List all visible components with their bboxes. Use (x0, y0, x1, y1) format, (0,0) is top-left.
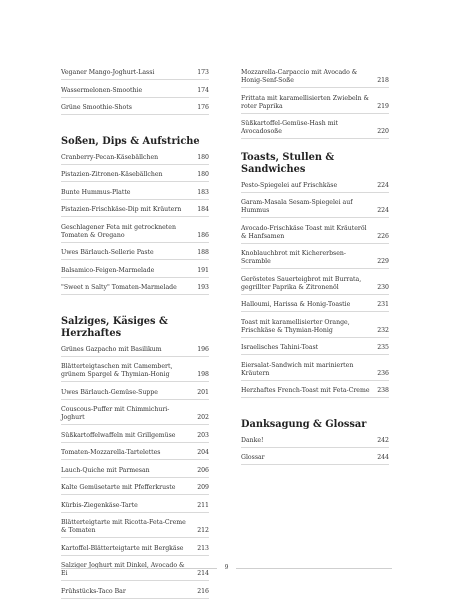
toc-entry-page: 236 (377, 369, 389, 377)
toc-entry[interactable] (241, 69, 389, 88)
toc-entry-page: 218 (377, 77, 389, 84)
toc-entry-title: Glossar (241, 454, 265, 461)
toc-entry-page: 226 (377, 232, 389, 240)
toc-entry[interactable] (61, 189, 209, 200)
toc-entry[interactable] (61, 346, 209, 357)
toc-entry-page: 244 (377, 454, 389, 461)
toc-entry-page: 231 (377, 301, 389, 308)
toc-entry-title: Uwes Bärlauch-Sellerie Paste (61, 249, 154, 256)
toc-entry-title: Pistazien-Zitronen-Käsebällchen (61, 171, 163, 178)
toc-entry-title: Salziger Joghurt mit Dinkel, Avocado & Ei (61, 562, 185, 577)
section-title: Salziges, Käsiges & Herzhaftes (61, 315, 168, 339)
toc-entry-title: Pesto-Spiegelei auf Frischkäse (241, 181, 338, 189)
toc-entry[interactable] (61, 154, 209, 165)
toc-entry[interactable] (61, 406, 209, 425)
toc-entry[interactable] (61, 171, 209, 182)
toc-entry-title: Garam-Masala Sesam-Spiegelei auf Hummus (241, 199, 353, 214)
toc-entry-title: Blätterteigtaschen mit Camembert, grünem Spargel & Thymian-Honig (61, 363, 173, 378)
toc-entry[interactable] (241, 454, 389, 465)
toc-entry-page: 176 (197, 104, 209, 111)
toc-entry-page: 183 (197, 188, 209, 196)
toc-entry[interactable] (241, 182, 389, 193)
toc-entry[interactable] (241, 362, 389, 381)
toc-entry[interactable] (241, 225, 389, 244)
toc-entry-title: Uwes Bärlauch-Gemüse-Suppe (61, 388, 158, 396)
toc-entry[interactable] (241, 250, 389, 269)
toc-entry-page: 174 (197, 86, 209, 94)
toc-entry[interactable] (241, 276, 389, 295)
section-sauces (61, 136, 209, 296)
toc-entry-page: 180 (197, 171, 209, 178)
toc-entry[interactable] (61, 267, 209, 278)
toc-entry-page: 238 (377, 387, 389, 394)
toc-entry-page: 224 (377, 207, 389, 214)
toc-entry[interactable] (61, 562, 209, 581)
section-title: Toasts, Stullen & Sandwiches (241, 151, 335, 175)
toc-entry-title: Süßkartoffelwaffeln mit Grillgemüse (61, 431, 176, 439)
toc-entry[interactable] (241, 120, 389, 139)
section-title: Danksagung & Glossar (241, 418, 367, 430)
toc-entry[interactable] (61, 363, 209, 382)
toc-entry-page: 229 (377, 258, 389, 265)
toc-entry-title: Eiersalat-Sandwich mit marinierten Kräutern (241, 361, 354, 377)
toc-entry-page: 191 (197, 266, 209, 274)
toc-entry-page: 220 (377, 128, 389, 135)
toc-entry-title: Grüne Smoothie-Shots (61, 104, 132, 111)
toc-entry-title: Israelisches Tahini-Toast (241, 344, 319, 351)
toc-entry-title: Geröstetes Sauerteigbrot mit Burrata, gegrillter Paprika & Zitronenöl (241, 275, 362, 291)
section-entries (241, 437, 389, 466)
toc-entry-title: Balsamico-Feigen-Marmelade (61, 266, 155, 274)
toc-entry-title: Pistazien-Frischkäse-Dip mit Kräutern (61, 206, 182, 213)
section-entries (241, 182, 389, 399)
toc-entry-title: Kartoffel-Blätterteigtarte mit Bergkäse (61, 544, 184, 552)
toc-entry-page: 213 (197, 544, 209, 552)
toc-entry-title: Halloumi, Harissa & Honig-Toastie (241, 301, 351, 308)
toc-entry-title: Grünes Gazpacho mit Basilikum (61, 345, 162, 353)
toc-entry[interactable] (61, 69, 209, 80)
footer-divider-right (236, 568, 392, 569)
toc-entry-page: 193 (197, 284, 209, 291)
toc-entry-page: 216 (197, 587, 209, 595)
toc-entry-title: Tomaten-Mozzarella-Tartelettes (61, 449, 161, 456)
toc-entry[interactable] (61, 104, 209, 115)
toc-entry-page: 211 (197, 501, 209, 509)
toc-entry-title: Lauch-Quiche mit Parmesan (61, 466, 150, 474)
toc-entry-page: 212 (197, 527, 209, 534)
toc-entry-title: "Sweet n Salty" Tomaten-Marmelade (61, 284, 177, 291)
toc-entry-title: Frühstücks-Taco Bar (61, 587, 126, 595)
footer-divider-left (61, 568, 217, 569)
toc-entry[interactable] (61, 206, 209, 217)
toc-entry-title: Couscous-Puffer mit Chimmichuri-Joghurt (61, 406, 170, 421)
toc-entry[interactable] (61, 224, 209, 243)
toc-entry[interactable] (241, 344, 389, 355)
toc-entry-title: Knoblauchbrot mit Kichererbsen-Scramble (241, 250, 346, 265)
toc-entry-page: 173 (197, 69, 209, 76)
toc-entry-page: 198 (197, 371, 209, 378)
toc-entry-title: Blätterteigtarte mit Ricotta-Feta-Creme & Tomaten (61, 519, 186, 534)
toc-entry[interactable] (61, 432, 209, 443)
toc-entry-page: 188 (197, 249, 209, 256)
right-column (241, 69, 389, 472)
toc-entry-title: Wassermelonen-Smoothie (61, 86, 143, 94)
toc-entry[interactable] (61, 484, 209, 495)
toc-entry-title: Cranberry-Pecan-Käsebällchen (61, 153, 159, 161)
toc-entry-title: Mozzarella-Carpaccio mit Avocado & Honig-Senf-Soße (241, 69, 358, 84)
toc-entry[interactable] (241, 319, 389, 338)
toc-entry-page: 184 (197, 206, 209, 213)
page-number: 9 (224, 564, 229, 571)
toc-entry-title: Bunte Hummus-Platte (61, 188, 131, 196)
toc-entry-page: 214 (197, 570, 209, 577)
section-savory (61, 316, 209, 599)
toc-entry-page: 242 (377, 436, 389, 444)
toc-entry[interactable] (61, 389, 209, 400)
toc-entry-page: 206 (197, 466, 209, 474)
left-top-entries (61, 69, 209, 115)
toc-entry-page: 219 (377, 102, 389, 110)
section-title: Soßen, Dips & Aufstriche (61, 135, 200, 147)
toc-entry-page: 201 (197, 388, 209, 396)
toc-entry[interactable] (241, 301, 389, 312)
toc-entry[interactable] (241, 199, 389, 218)
toc-entry-title: Kürbis-Ziegenkäse-Tarte (61, 501, 138, 509)
toc-entry-page: 180 (197, 153, 209, 161)
toc-entry[interactable] (61, 545, 209, 556)
toc-entry-page: 202 (197, 414, 209, 421)
toc-entry[interactable] (241, 437, 389, 448)
toc-entry-title: Frittata mit karamellisierten Zwiebeln & roter Paprika (241, 94, 370, 110)
toc-entry-title: Avocado-Frischkäse Toast mit Kräuteröl & Hanfsamen (241, 224, 367, 240)
toc-entry-title: Kalte Gemüsetarte mit Pfefferkruste (61, 484, 176, 491)
toc-entry-page: 224 (377, 181, 389, 189)
toc-entry[interactable] (61, 87, 209, 98)
toc-entry-title: Herzhaftes French-Toast mit Feta-Creme (241, 387, 370, 394)
toc-entry-title: Süßkartoffel-Gemüse-Hash mit Avocadosoße (241, 120, 339, 135)
toc-entry-page: 230 (377, 283, 389, 291)
toc-entry-page: 186 (197, 231, 209, 239)
section-toasts (241, 152, 389, 399)
section-entries (61, 154, 209, 296)
toc-entry-title: Geschlagener Feta mit getrockneten Tomaten & Oregano (61, 223, 176, 239)
toc-entry-page: 232 (377, 326, 389, 334)
section-thanks (241, 419, 389, 466)
left-column (61, 69, 209, 605)
right-top-entries (241, 69, 389, 139)
toc-entry[interactable] (241, 95, 389, 114)
toc-entry[interactable] (61, 284, 209, 295)
toc-entry[interactable] (61, 467, 209, 478)
toc-entry[interactable] (241, 387, 389, 398)
section-entries (61, 346, 209, 599)
toc-entry-page: 204 (197, 449, 209, 456)
toc-entry[interactable] (61, 449, 209, 460)
toc-entry-page: 209 (197, 484, 209, 491)
toc-entry-title: Toast mit karamellisierter Orange, Frischkäse & Thymian-Honig (241, 318, 350, 334)
toc-entry[interactable] (61, 588, 209, 599)
toc-entry-page: 203 (197, 431, 209, 439)
toc-entry-page: 235 (377, 344, 389, 351)
toc-entry[interactable] (61, 519, 209, 538)
toc-entry-title: Veganer Mango-Joghurt-Lassi (61, 69, 155, 76)
toc-entry-title: Danke! (241, 436, 264, 444)
toc-entry-page: 196 (197, 345, 209, 353)
toc-entry[interactable] (61, 502, 209, 513)
toc-entry[interactable] (61, 249, 209, 260)
